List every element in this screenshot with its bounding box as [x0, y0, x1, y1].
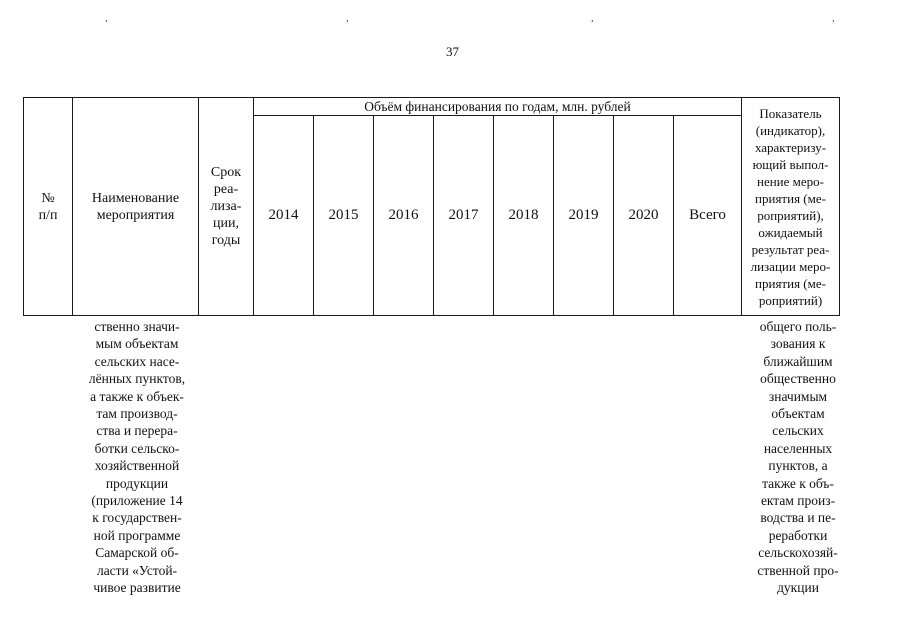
- header-indicator-line: результат реа-: [751, 241, 830, 257]
- name-line: чивое развитие: [93, 580, 181, 596]
- header-total: Всего: [674, 116, 742, 316]
- indicator-line: сельскохозяй-: [758, 545, 838, 561]
- header-year-2015: 2015: [314, 116, 374, 316]
- indicator-line: значимым: [768, 388, 828, 404]
- header-indicator-line: нение меро-: [757, 173, 824, 189]
- header-term-line: лиза-: [210, 199, 242, 214]
- header-name-line: мероприятия: [96, 207, 175, 223]
- header-number: [24, 98, 73, 316]
- indicator-line: зования к: [770, 336, 826, 352]
- name-line: лённых пунктов,: [88, 371, 186, 387]
- indicator-line: ближайшим: [763, 353, 833, 369]
- name-line: там производ-: [96, 406, 178, 422]
- header-term-line: реа-: [213, 182, 239, 197]
- header-funding-title: Объём финансирования по годам, млн. рублей: [254, 98, 742, 116]
- header-year-2017: 2017: [434, 116, 494, 316]
- header-year-2014: 2014: [254, 116, 314, 316]
- header-row-top: [24, 98, 840, 116]
- header-name: [73, 98, 199, 316]
- indicator-line: населенных: [763, 440, 833, 456]
- indicator-line: объектам: [771, 406, 825, 422]
- header-indicator-line: ющий выпол-: [752, 156, 829, 172]
- header-indicator-line: роприятий): [758, 292, 823, 308]
- name-line: а также к объек-: [90, 388, 184, 404]
- header-indicator-line: характеризу-: [754, 139, 827, 155]
- header-term: [199, 98, 254, 316]
- name-line: ной программе: [93, 527, 181, 543]
- header-year-2018: 2018: [494, 116, 554, 316]
- indicator-line: водства и пе-: [760, 510, 836, 526]
- header-indicator: [742, 98, 840, 316]
- name-line: ласти «Устой-: [96, 562, 178, 578]
- indicator-line: ектам произ-: [760, 493, 836, 509]
- header-indicator-line: Показатель: [759, 105, 822, 121]
- header-indicator-line: (индикатор),: [755, 122, 826, 138]
- name-line: сельских насе-: [94, 353, 180, 369]
- name-continuation: [76, 318, 198, 597]
- header-number-line: п/п: [38, 207, 58, 223]
- header-number-line: №: [41, 190, 55, 206]
- header-year-2020: 2020: [614, 116, 674, 316]
- indicator-line: общественно: [760, 371, 836, 387]
- header-year-2019: 2019: [554, 116, 614, 316]
- name-line: Самарской об-: [95, 545, 179, 561]
- indicator-line: общего поль-: [759, 319, 837, 334]
- indicator-line: дукции: [777, 580, 819, 596]
- indicator-line: ственной про-: [757, 562, 839, 578]
- name-line: ства и перера-: [96, 423, 178, 439]
- header-indicator-line: ожидаемый: [758, 224, 823, 240]
- name-line: хозяйственной: [94, 458, 180, 474]
- header-term-line: ции,: [213, 216, 239, 231]
- name-line: ботки сельско-: [94, 440, 180, 456]
- indicator-continuation: [745, 318, 851, 597]
- header-term-line: годы: [211, 233, 241, 248]
- indicator-line: сельских: [772, 423, 824, 439]
- header-year-2016: 2016: [374, 116, 434, 316]
- name-line: к государствен-: [92, 510, 182, 526]
- header-indicator-line: роприятий),: [757, 207, 824, 223]
- header-name-line: Наименование: [91, 190, 180, 206]
- page-number: 37: [446, 44, 459, 59]
- name-line: ственно значи-: [94, 319, 180, 334]
- header-indicator-line: лизации меро-: [750, 258, 831, 274]
- header-term-line: Срок: [210, 165, 242, 180]
- name-line: (приложение 14: [91, 493, 183, 509]
- header-indicator-line: приятия (ме-: [755, 190, 826, 206]
- header-indicator-line: приятия (ме-: [755, 275, 826, 291]
- indicator-line: пунктов, а: [768, 458, 828, 474]
- indicator-line: реработки: [768, 527, 828, 543]
- name-line: продукции: [105, 475, 169, 491]
- indicator-line: также к объ-: [762, 475, 834, 491]
- funding-table: [23, 97, 840, 316]
- name-line: мым объектам: [95, 336, 179, 352]
